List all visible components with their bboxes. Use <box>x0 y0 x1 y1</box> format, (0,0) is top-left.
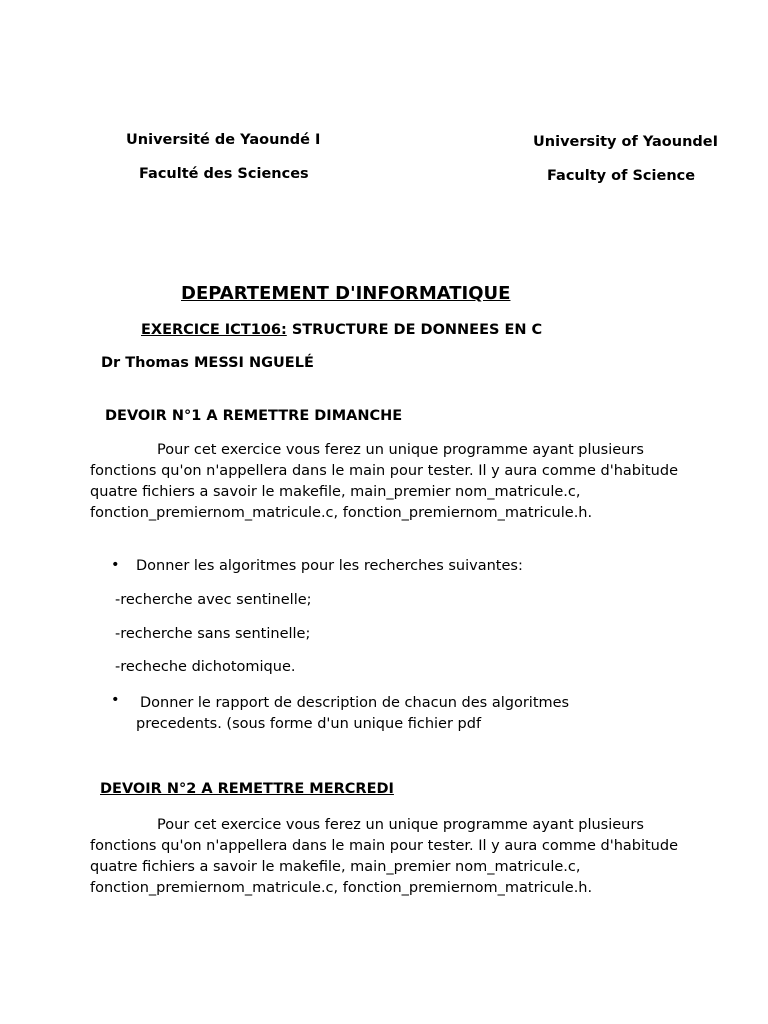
devoir1-bullet1: Donner les algoritmes pour les recherches suivantes: <box>136 558 523 574</box>
devoir1-paragraph <box>90 440 690 524</box>
devoir2-paragraph-text: Pour cet exercice vous ferez un unique programme ayant plusieurs fonctions qu'on n'appellera dans le main pour tester. Il y aura comme d'habitude quatre fichiers a savoir le makefile, main_premier nom_matricule.c, fonction_premiernom_matricule.c, fonction_premiernom_matricule.h. <box>90 817 679 896</box>
bullet-icon: • <box>111 557 120 573</box>
author-name: Dr Thomas MESSI NGUELÉ <box>101 355 314 371</box>
university-name-fr: Université de Yaoundé I <box>126 132 321 148</box>
list-item: -recheche dichotomique. <box>115 659 296 675</box>
department-title: DEPARTEMENT D'INFORMATIQUE <box>181 283 511 304</box>
university-name-en: University of YaoundeI <box>533 134 719 150</box>
devoir1-bullet2: Donner le rapport de description de chacun des algoritmes precedents. (sous forme d'un unique fichier pdf <box>136 695 570 732</box>
exercise-code: EXERCICE ICT106: <box>141 322 287 338</box>
bullet-icon: • <box>111 692 120 708</box>
faculty-name-fr: Faculté des Sciences <box>139 166 309 182</box>
list-item: -recherche avec sentinelle; <box>115 592 312 608</box>
devoir1-heading: DEVOIR N°1 A REMETTRE DIMANCHE <box>105 408 403 424</box>
exercise-subject: STRUCTURE DE DONNEES EN C <box>291 322 543 338</box>
devoir1-paragraph-text: Pour cet exercice vous ferez un unique programme ayant plusieurs fonctions qu'on n'appellera dans le main pour tester. Il y aura comme d'habitude quatre fichiers a savoir le makefile, main_premier nom_matricule.c, fonction_premiernom_matricule.c, fonction_premiernom_matricule.h. <box>90 442 679 521</box>
devoir2-paragraph <box>90 815 690 899</box>
faculty-name-en: Faculty of Science <box>547 168 696 184</box>
exercise-line <box>136 322 542 338</box>
list-item: -recherche sans sentinelle; <box>115 626 311 642</box>
devoir2-heading: DEVOIR N°2 A REMETTRE MERCREDI <box>100 781 394 797</box>
